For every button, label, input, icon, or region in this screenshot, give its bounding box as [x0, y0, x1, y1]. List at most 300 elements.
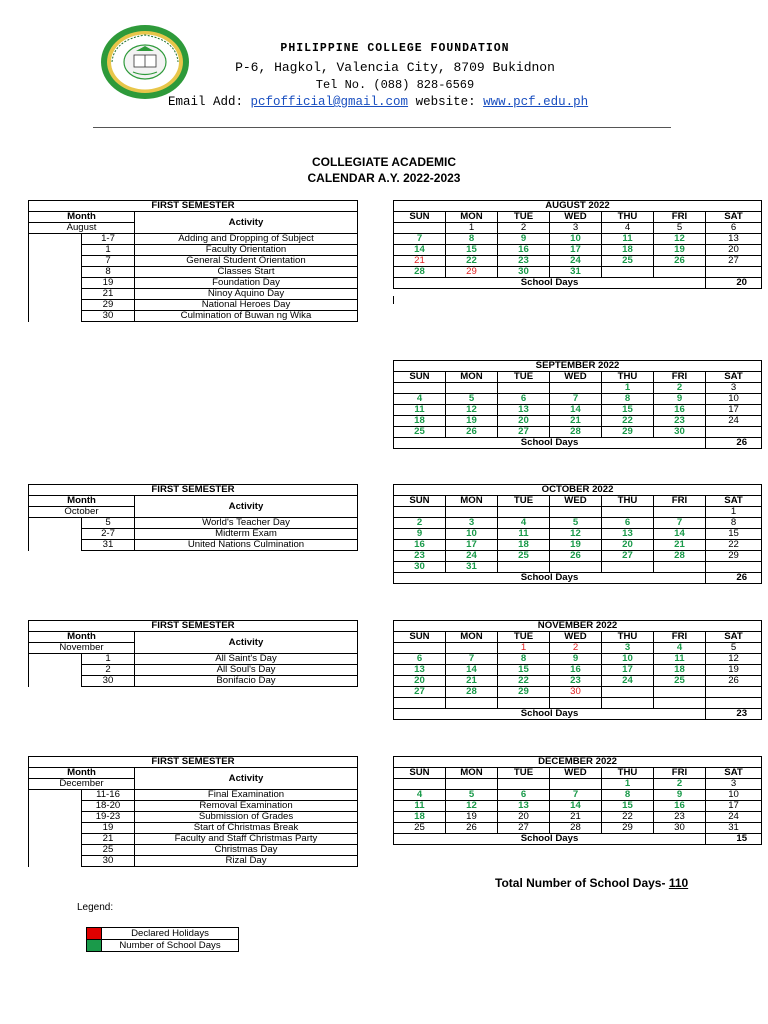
month-name: December — [29, 779, 135, 790]
school-days-label: School Days — [394, 834, 706, 845]
weekday-tue: TUE — [498, 212, 550, 223]
school-day-cell: 22 — [602, 416, 654, 427]
school-day-cell: 2 — [654, 383, 706, 394]
weekday-fri: FRI — [654, 372, 706, 383]
school-day-cell: 23 — [498, 256, 550, 267]
school-days-label: School Days — [394, 573, 706, 584]
month-calendar — [393, 484, 762, 584]
day-cell: 22 — [706, 540, 762, 551]
calendar-title-row — [394, 485, 762, 496]
calendar-week-row — [394, 540, 762, 551]
activity-table — [28, 756, 358, 867]
weekday-mon: MON — [446, 212, 498, 223]
activity-name: Christmas Day — [135, 845, 358, 856]
activity-row — [29, 289, 358, 300]
calendar-month-title: OCTOBER 2022 — [394, 485, 762, 496]
school-day-cell: 11 — [498, 529, 550, 540]
calendar-week-row — [394, 234, 762, 245]
month-name: November — [29, 643, 135, 654]
day-cell: 23 — [654, 812, 706, 823]
table-edge-line — [393, 296, 394, 304]
calendar-month-title: DECEMBER 2022 — [394, 757, 762, 768]
school-days-label: School Days — [394, 438, 706, 449]
activity-column-header: Activity — [135, 768, 358, 790]
letterhead — [0, 0, 768, 130]
school-day-cell: 19 — [550, 540, 602, 551]
blank-cell — [29, 654, 82, 665]
calendar-week-row — [394, 687, 762, 698]
day-cell: 24 — [706, 812, 762, 823]
school-days-count: 26 — [706, 573, 762, 584]
school-day-cell: 7 — [654, 518, 706, 529]
school-day-cell: 11 — [394, 405, 446, 416]
weekday-tue: TUE — [498, 496, 550, 507]
blank-cell — [29, 234, 82, 245]
weekday-header-row — [394, 632, 762, 643]
weekday-mon: MON — [446, 496, 498, 507]
school-day-cell: 10 — [602, 654, 654, 665]
month-column-header: Month — [29, 212, 135, 223]
school-day-cell: 23 — [394, 551, 446, 562]
day-cell — [550, 383, 602, 394]
blank-cell — [29, 529, 82, 540]
day-cell — [654, 687, 706, 698]
school-day-cell: 29 — [602, 427, 654, 438]
activity-name: Classes Start — [135, 267, 358, 278]
school-day-cell: 6 — [498, 394, 550, 405]
blank-cell — [29, 834, 82, 845]
day-cell — [394, 223, 446, 234]
school-day-cell: 14 — [550, 801, 602, 812]
day-cell: 31 — [706, 823, 762, 834]
day-cell — [654, 507, 706, 518]
header-divider — [93, 127, 671, 128]
calendar-week-row — [394, 416, 762, 427]
school-day-cell: 4 — [394, 790, 446, 801]
school-day-cell: 18 — [654, 665, 706, 676]
holiday-swatch — [87, 928, 102, 940]
school-day-cell: 19 — [446, 416, 498, 427]
day-cell — [498, 562, 550, 573]
school-day-cell: 25 — [394, 427, 446, 438]
calendar-title-row — [394, 361, 762, 372]
activity-name: Final Examination — [135, 790, 358, 801]
day-cell: 12 — [706, 654, 762, 665]
activity-row — [29, 256, 358, 267]
weekday-thu: THU — [602, 212, 654, 223]
activity-name: All Saint's Day — [135, 654, 358, 665]
school-day-cell: 9 — [654, 790, 706, 801]
school-day-cell: 25 — [602, 256, 654, 267]
activity-name: Culmination of Buwan ng Wika — [135, 311, 358, 322]
calendar-week-row — [394, 654, 762, 665]
day-cell — [654, 698, 706, 709]
legend-holiday-text: Declared Holidays — [102, 928, 239, 940]
weekday-sun: SUN — [394, 632, 446, 643]
calendar-month-title: NOVEMBER 2022 — [394, 621, 762, 632]
weekday-tue: TUE — [498, 768, 550, 779]
day-cell: 1 — [706, 507, 762, 518]
weekday-thu: THU — [602, 632, 654, 643]
day-cell — [394, 698, 446, 709]
semester-heading: FIRST SEMESTER — [29, 485, 358, 496]
school-day-cell: 4 — [394, 394, 446, 405]
blank-cell — [29, 311, 82, 322]
activity-row — [29, 234, 358, 245]
school-day-cell: 3 — [446, 518, 498, 529]
day-cell — [706, 427, 762, 438]
legend-item — [87, 928, 239, 940]
weekday-sat: SAT — [706, 496, 762, 507]
weekday-fri: FRI — [654, 768, 706, 779]
calendar-week-row — [394, 518, 762, 529]
school-day-cell: 28 — [394, 267, 446, 278]
institution-name: PHILIPPINE COLLEGE FOUNDATION — [280, 42, 510, 55]
day-cell — [602, 507, 654, 518]
weekday-sat: SAT — [706, 768, 762, 779]
school-day-cell: 26 — [446, 427, 498, 438]
school-day-cell: 7 — [446, 654, 498, 665]
activity-date: 19-23 — [82, 812, 135, 823]
holiday-cell: 1 — [498, 643, 550, 654]
calendar-week-row — [394, 427, 762, 438]
school-day-cell: 1 — [602, 779, 654, 790]
day-cell — [602, 562, 654, 573]
school-day-cell: 14 — [550, 405, 602, 416]
weekday-sat: SAT — [706, 372, 762, 383]
school-day-cell: 5 — [446, 394, 498, 405]
school-day-swatch — [87, 940, 102, 952]
activity-row — [29, 529, 358, 540]
school-day-cell: 24 — [602, 676, 654, 687]
calendar-week-row — [394, 698, 762, 709]
school-day-cell: 13 — [498, 801, 550, 812]
school-day-cell: 15 — [602, 405, 654, 416]
day-cell — [706, 562, 762, 573]
weekday-header-row — [394, 496, 762, 507]
activity-row — [29, 823, 358, 834]
school-day-cell: 20 — [498, 416, 550, 427]
legend-label: Legend: — [77, 902, 114, 913]
school-day-cell: 26 — [550, 551, 602, 562]
blank-cell — [29, 812, 82, 823]
weekday-sun: SUN — [394, 372, 446, 383]
school-day-cell: 23 — [654, 416, 706, 427]
day-cell — [394, 779, 446, 790]
weekday-fri: FRI — [654, 212, 706, 223]
month-name: August — [29, 223, 135, 234]
email-link[interactable]: pcfofficial@gmail.com — [250, 95, 409, 109]
legend-item — [87, 940, 239, 952]
calendar-title-row — [394, 621, 762, 632]
school-day-cell: 2 — [394, 518, 446, 529]
day-cell: 5 — [654, 223, 706, 234]
school-day-cell: 29 — [498, 687, 550, 698]
day-cell — [654, 562, 706, 573]
day-cell: 13 — [706, 234, 762, 245]
school-day-cell: 16 — [394, 540, 446, 551]
activity-date: 5 — [82, 518, 135, 529]
calendar-title-row — [394, 757, 762, 768]
weekday-mon: MON — [446, 372, 498, 383]
day-cell — [550, 507, 602, 518]
weekday-tue: TUE — [498, 372, 550, 383]
school-day-cell: 5 — [550, 518, 602, 529]
school-day-cell: 25 — [654, 676, 706, 687]
day-cell: 10 — [706, 394, 762, 405]
title-line-2: CALENDAR A.Y. 2022-2023 — [307, 171, 461, 185]
school-day-cell: 30 — [654, 427, 706, 438]
school-day-cell: 14 — [654, 529, 706, 540]
activity-row — [29, 267, 358, 278]
contact-line — [168, 95, 658, 109]
school-day-cell: 11 — [394, 801, 446, 812]
day-cell: 3 — [706, 383, 762, 394]
school-day-cell: 10 — [550, 234, 602, 245]
calendar-month-title: AUGUST 2022 — [394, 201, 762, 212]
blank-cell — [29, 845, 82, 856]
activity-name: Midterm Exam — [135, 529, 358, 540]
school-days-row — [394, 573, 762, 584]
calendar-week-row — [394, 665, 762, 676]
activity-row — [29, 801, 358, 812]
weekday-thu: THU — [602, 768, 654, 779]
website-label: website: — [415, 95, 476, 109]
school-day-cell: 13 — [602, 529, 654, 540]
calendar-week-row — [394, 801, 762, 812]
semester-row — [29, 757, 358, 768]
website-link[interactable]: www.pcf.edu.ph — [483, 95, 589, 109]
holiday-cell: 30 — [550, 687, 602, 698]
blank-cell — [29, 676, 82, 687]
activity-name: Ninoy Aquino Day — [135, 289, 358, 300]
weekday-wed: WED — [550, 372, 602, 383]
activity-column-header: Activity — [135, 212, 358, 234]
school-days-row — [394, 834, 762, 845]
semester-row — [29, 621, 358, 632]
activity-name: United Nations Culmination — [135, 540, 358, 551]
day-cell: 22 — [602, 812, 654, 823]
school-day-cell: 27 — [394, 687, 446, 698]
blank-cell — [29, 267, 82, 278]
school-day-cell: 18 — [602, 245, 654, 256]
day-cell — [446, 779, 498, 790]
day-cell — [550, 562, 602, 573]
calendar-week-row — [394, 245, 762, 256]
day-cell: 29 — [706, 551, 762, 562]
activity-table — [28, 484, 358, 551]
day-cell: 2 — [498, 223, 550, 234]
activity-row — [29, 311, 358, 322]
day-cell — [654, 267, 706, 278]
calendar-week-row — [394, 823, 762, 834]
activity-date: 30 — [82, 311, 135, 322]
title-line-1: COLLEGIATE ACADEMIC — [312, 155, 456, 169]
day-cell: 1 — [446, 223, 498, 234]
school-day-cell: 24 — [550, 256, 602, 267]
school-day-cell: 14 — [394, 245, 446, 256]
calendar-week-row — [394, 812, 762, 823]
school-day-cell: 17 — [602, 665, 654, 676]
day-cell: 19 — [706, 665, 762, 676]
activity-name: Foundation Day — [135, 278, 358, 289]
school-day-cell: 31 — [446, 562, 498, 573]
school-days-row — [394, 709, 762, 720]
day-cell — [602, 687, 654, 698]
activity-date: 30 — [82, 856, 135, 867]
activity-row — [29, 676, 358, 687]
school-day-cell: 12 — [446, 405, 498, 416]
school-day-cell: 16 — [654, 405, 706, 416]
school-day-cell: 9 — [394, 529, 446, 540]
weekday-fri: FRI — [654, 496, 706, 507]
blank-cell — [29, 256, 82, 267]
school-day-cell: 9 — [654, 394, 706, 405]
school-day-cell: 3 — [602, 643, 654, 654]
day-cell — [446, 507, 498, 518]
school-day-cell: 15 — [602, 801, 654, 812]
school-day-cell: 6 — [602, 518, 654, 529]
weekday-wed: WED — [550, 632, 602, 643]
total-value: 110 — [668, 876, 689, 890]
activity-name: Faculty Orientation — [135, 245, 358, 256]
blank-cell — [29, 289, 82, 300]
day-cell — [394, 383, 446, 394]
school-day-cell: 13 — [394, 665, 446, 676]
school-day-cell: 16 — [654, 801, 706, 812]
school-day-cell: 14 — [446, 665, 498, 676]
day-cell — [446, 643, 498, 654]
school-day-cell: 28 — [654, 551, 706, 562]
activity-row — [29, 845, 358, 856]
weekday-sun: SUN — [394, 768, 446, 779]
activity-date: 31 — [82, 540, 135, 551]
weekday-sat: SAT — [706, 632, 762, 643]
total-label: Total Number of School Days- — [495, 876, 666, 890]
activity-date: 1 — [82, 654, 135, 665]
school-day-cell: 17 — [446, 540, 498, 551]
activity-column-header: Activity — [135, 632, 358, 654]
month-calendar — [393, 620, 762, 720]
day-cell — [550, 779, 602, 790]
school-day-cell: 18 — [498, 540, 550, 551]
blank-cell — [29, 540, 82, 551]
holiday-cell: 29 — [446, 267, 498, 278]
calendar-week-row — [394, 256, 762, 267]
blank-cell — [29, 300, 82, 311]
day-cell — [550, 698, 602, 709]
weekday-tue: TUE — [498, 632, 550, 643]
school-days-row — [394, 278, 762, 289]
school-day-cell: 12 — [654, 234, 706, 245]
calendar-week-row — [394, 643, 762, 654]
day-cell: 24 — [706, 416, 762, 427]
day-cell: 15 — [706, 529, 762, 540]
school-day-cell: 25 — [498, 551, 550, 562]
activity-row — [29, 518, 358, 529]
email-label: Email Add: — [168, 95, 244, 109]
activity-date: 2-7 — [82, 529, 135, 540]
day-cell: 28 — [550, 823, 602, 834]
blank-cell — [29, 245, 82, 256]
school-day-cell: 28 — [446, 687, 498, 698]
legend — [86, 927, 239, 952]
activity-row — [29, 540, 358, 551]
day-cell: 29 — [602, 823, 654, 834]
school-day-cell: 7 — [394, 234, 446, 245]
school-days-count: 23 — [706, 709, 762, 720]
school-day-cell: 31 — [550, 267, 602, 278]
activity-name: All Soul's Day — [135, 665, 358, 676]
school-day-cell: 7 — [550, 790, 602, 801]
school-day-cell: 26 — [654, 256, 706, 267]
weekday-thu: THU — [602, 496, 654, 507]
activity-date: 11-16 — [82, 790, 135, 801]
activity-date: 21 — [82, 834, 135, 845]
activity-row — [29, 665, 358, 676]
school-days-label: School Days — [394, 278, 706, 289]
school-days-count: 26 — [706, 438, 762, 449]
school-day-cell: 20 — [394, 676, 446, 687]
school-day-cell: 6 — [498, 790, 550, 801]
day-cell — [498, 507, 550, 518]
school-day-cell: 16 — [550, 665, 602, 676]
weekday-header-row — [394, 212, 762, 223]
day-cell — [706, 687, 762, 698]
school-day-cell: 22 — [446, 256, 498, 267]
day-cell: 4 — [602, 223, 654, 234]
school-day-cell: 18 — [394, 416, 446, 427]
school-day-cell: 11 — [602, 234, 654, 245]
school-day-cell: 10 — [446, 529, 498, 540]
weekday-fri: FRI — [654, 632, 706, 643]
activity-name: Adding and Dropping of Subject — [135, 234, 358, 245]
activity-date: 2 — [82, 665, 135, 676]
holiday-cell: 2 — [550, 643, 602, 654]
month-calendar — [393, 360, 762, 449]
blank-cell — [29, 801, 82, 812]
day-cell: 6 — [706, 223, 762, 234]
activity-row — [29, 834, 358, 845]
school-day-cell: 13 — [498, 405, 550, 416]
month-column-header: Month — [29, 632, 135, 643]
activity-name: National Heroes Day — [135, 300, 358, 311]
activity-row — [29, 790, 358, 801]
column-header-row — [29, 632, 358, 643]
college-seal-logo — [100, 24, 190, 100]
day-cell: 3 — [550, 223, 602, 234]
school-day-cell: 16 — [498, 245, 550, 256]
school-day-cell: 11 — [654, 654, 706, 665]
calendar-month-title: SEPTEMBER 2022 — [394, 361, 762, 372]
activity-date: 1 — [82, 245, 135, 256]
activity-date: 29 — [82, 300, 135, 311]
school-day-cell: 30 — [498, 267, 550, 278]
legend-school-day-text: Number of School Days — [102, 940, 239, 952]
calendar-week-row — [394, 790, 762, 801]
activity-date: 1-7 — [82, 234, 135, 245]
blank-cell — [29, 790, 82, 801]
school-day-cell: 30 — [394, 562, 446, 573]
semester-heading: FIRST SEMESTER — [29, 201, 358, 212]
month-column-header: Month — [29, 768, 135, 779]
activity-name: World's Teacher Day — [135, 518, 358, 529]
activity-date: 30 — [82, 676, 135, 687]
column-header-row — [29, 212, 358, 223]
activity-name: Bonifacio Day — [135, 676, 358, 687]
institution-telephone: Tel No. (088) 828-6569 — [315, 78, 475, 92]
institution-address: P-6, Hagkol, Valencia City, 8709 Bukidnon — [235, 60, 555, 75]
